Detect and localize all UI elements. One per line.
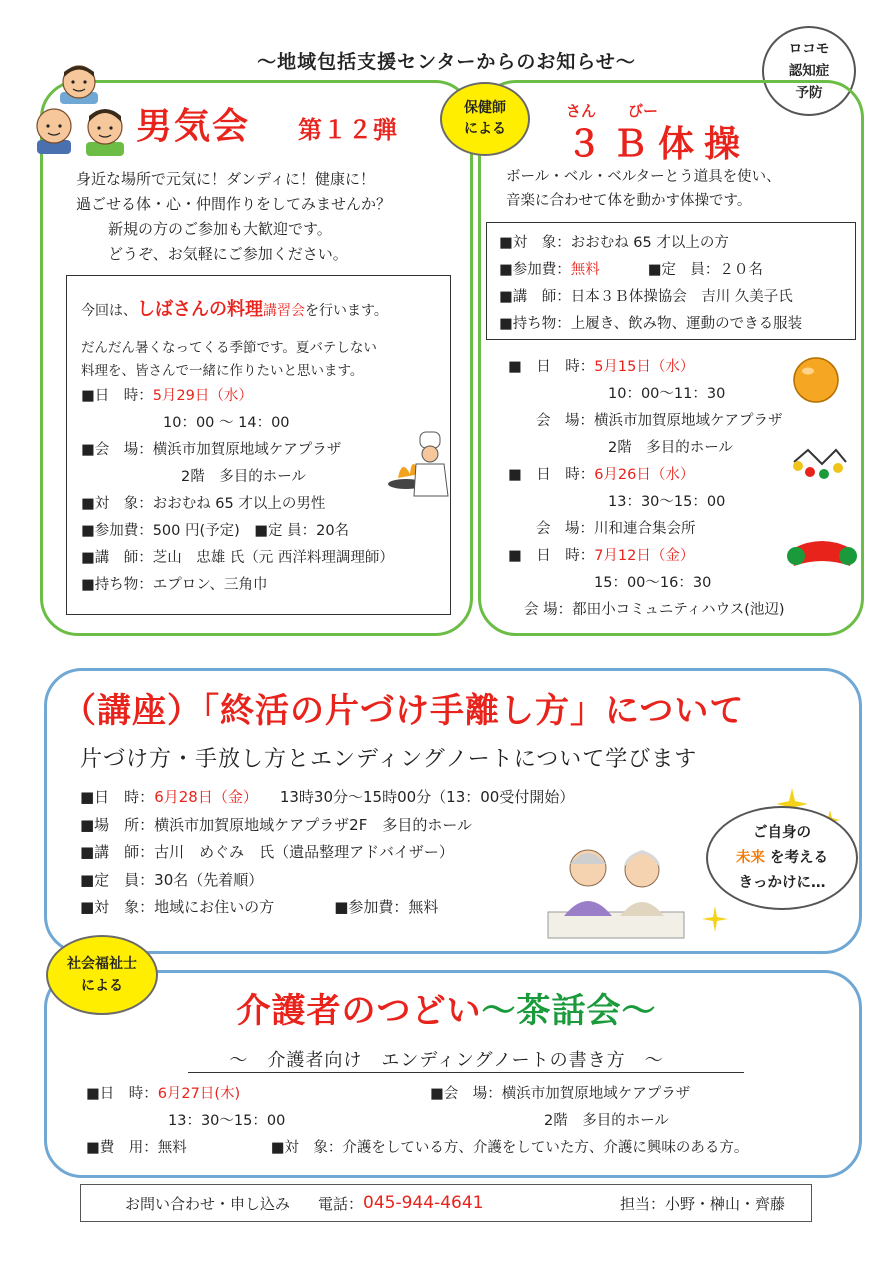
hokenshi-badge <box>440 82 530 156</box>
danki-venue-floor: 2階 多目的ホール <box>181 469 306 485</box>
kaigo-title-sub: ～茶話会～ <box>481 991 657 1031</box>
kaigo-fee-target <box>86 1135 748 1162</box>
b3-capacity: ■定 員：２０名 <box>647 262 763 278</box>
schedule-time: 13：30～15：00 <box>608 494 726 510</box>
venue-value: 横浜市加賀原地域ケアプラザ <box>594 413 783 429</box>
page-title: ～地域包括支援センターからのお知らせ～ <box>257 51 636 73</box>
label: ■会 場： <box>430 1086 502 1102</box>
tel-number[interactable]: 045-944-4641 <box>363 1193 484 1213</box>
lecture-lecturer: ■講 師：古川 めぐみ 氏（遺品整理アドバイザー） <box>80 843 454 861</box>
schedule-venue <box>508 597 785 624</box>
label: ■ 日 時： <box>508 467 595 483</box>
venue-value: 横浜市加賀原地域ケアプラザ <box>501 1086 691 1102</box>
schedule-time: 15：00～16：30 <box>594 575 712 591</box>
label: 会 場： <box>536 413 594 429</box>
lecture-capacity: ■定 員：30名（先着順） <box>80 870 264 889</box>
danki-target: ■対 象：おおむね 65 才以上の男性 <box>81 496 326 512</box>
label: ■日 時： <box>81 388 153 404</box>
face-icon <box>37 109 71 154</box>
target: ■対 象：地域にお住いの方 <box>80 898 275 916</box>
fee-target-row <box>86 1135 748 1162</box>
face-icon <box>86 109 124 156</box>
badge-line: 認知症 <box>788 63 830 79</box>
lecture-target-fee <box>80 894 574 922</box>
bubble-text: を考える <box>764 849 829 866</box>
date-value: 7月12日（金） <box>594 548 695 564</box>
danki-title: 男気会 <box>136 106 251 147</box>
danki-desc: だんだん暑くなってくる季節です。夏バテしない <box>81 340 377 356</box>
fee-value: 無料 <box>570 262 600 278</box>
kaigo-time: 13：30～15：00 <box>168 1113 286 1129</box>
bell-icon <box>788 440 852 488</box>
intro-line: 音楽に合わせて体を動かす体操です。 <box>506 193 752 209</box>
schedule-venue <box>508 408 785 435</box>
date-value: 6月28日（金） <box>154 788 258 806</box>
date-value: 5月29日（水） <box>152 388 253 404</box>
label: ■日 時： <box>86 1086 158 1102</box>
chef-cooking-icon <box>384 428 458 500</box>
badge-line: による <box>464 121 506 137</box>
intro-line: 新規の方のご参加も大歓迎です。 <box>108 220 332 238</box>
lecture-venue: ■場 所：横浜市加賀原地域ケアプラザ2F 多目的ホール <box>80 815 473 834</box>
ruby-san: さん <box>566 102 597 120</box>
kaigo-venue <box>430 1081 690 1108</box>
b3-items: ■持ち物：上履き、飲み物、運動のできる服装 <box>499 316 803 332</box>
sparkle-icon <box>700 904 730 934</box>
b3-lecturer: ■講 師：日本３Ｂ体操協会 吉川 久美子氏 <box>499 289 793 305</box>
tel-label: 電話： <box>318 1194 364 1213</box>
b3-target: ■対 象：おおむね 65 才以上の方 <box>499 235 729 251</box>
future-speech-bubble <box>706 806 858 910</box>
venue-value: 横浜市加賀原地域ケアプラザ <box>152 442 342 458</box>
bubble-future: 未来 <box>735 849 765 866</box>
contact-label: お問い合わせ・申し込み <box>125 1194 291 1213</box>
kaigo-date <box>86 1081 285 1108</box>
schedule-date <box>508 354 785 381</box>
lecture-subtitle: 片づけ方・手放し方とエンディングノートについて学びます <box>80 747 698 772</box>
danki-edition: 第１２弾 <box>298 116 398 144</box>
intro-line: 身近な場所で元気に！ダンディに！健康に！ <box>76 170 375 188</box>
badge-line: 予防 <box>795 85 823 101</box>
belter-icon <box>786 526 858 580</box>
kaigo-title <box>0 983 893 1032</box>
danki-desc: 料理を、皆さんで一緒に作りたいと思います。 <box>81 363 364 379</box>
badge-line: 社会福祉士 <box>67 956 137 972</box>
kaigo-date-block <box>86 1081 285 1135</box>
date-value: 6月27日(木) <box>157 1086 241 1102</box>
fee: ■費 用：無料 <box>86 1140 187 1156</box>
danki-lecturer: ■講 師：芝山 忠雄 氏（元 西洋料理調理師） <box>81 550 394 566</box>
label: ■会 場： <box>81 442 153 458</box>
kaigo-venue-floor: 2階 多目的ホール <box>544 1113 669 1129</box>
badge-line: ロコモ <box>788 41 830 57</box>
lead-text: 今回は、 <box>81 303 137 319</box>
label: ■ 日 時： <box>508 359 595 375</box>
bubble-line: きっかけに… <box>738 874 826 891</box>
ball-icon <box>790 354 842 406</box>
kaigo-subtitle: ～ 介護者向け エンディングノートの書き方 ～ <box>229 1050 664 1071</box>
label: ■日 時： <box>80 788 155 806</box>
lead-highlight-suffix: 講習会 <box>263 303 305 319</box>
b3-details-box <box>486 222 856 340</box>
intro-line: どうぞ、お気軽にご参加ください。 <box>108 245 348 263</box>
danki-date <box>81 383 438 410</box>
date-value: 6月26日（水） <box>594 467 695 483</box>
danki-items: ■持ち物：エプロン、三角巾 <box>81 577 268 593</box>
lecture-date <box>80 784 574 812</box>
schedule-date <box>508 462 785 489</box>
badge-line: による <box>81 978 123 994</box>
badge-line: 保健師 <box>464 100 506 116</box>
danki-time: 10：00 ～ 14：00 <box>163 415 290 431</box>
elderly-couple-icon <box>540 836 690 944</box>
lead-text: を行います。 <box>305 303 388 319</box>
b3-schedule <box>508 354 785 624</box>
bubble-line <box>736 846 828 871</box>
danki-lead <box>81 296 438 325</box>
schedule-venue <box>508 516 785 543</box>
time-value: 13時30分～15時00分（13：00受付開始） <box>279 788 575 806</box>
intro-line: 過ごせる体・心・仲間作りをしてみませんか？ <box>76 195 392 213</box>
danki-fee: ■参加費：500 円(予定) ■定 員：20名 <box>81 523 350 539</box>
label: 会 場： <box>524 602 573 618</box>
b3-title: ３Ｂ体操 <box>566 124 751 165</box>
schedule-venue-floor: 2階 多目的ホール <box>608 440 733 456</box>
schedule-date <box>508 543 785 570</box>
venue-value: 都田小コミュニティハウス(池辺) <box>572 602 785 618</box>
ruby-bi: びー <box>628 102 659 120</box>
intro-line: ボール・ベル・ベルターとう道具を使い、 <box>506 169 781 185</box>
danki-intro <box>76 167 391 267</box>
kaigo-title-main: 介護者のつどい <box>236 991 482 1031</box>
lecture-details <box>80 784 574 922</box>
subtitle-underline <box>188 1072 744 1073</box>
target: ■対 象：介護をしている方、介護をしていた方、介護に興味のある方。 <box>270 1140 749 1156</box>
bubble-line: ご自身の <box>753 824 811 841</box>
label: ■ 日 時： <box>508 548 595 564</box>
label: 会 場： <box>536 521 594 537</box>
schedule-time: 10：00～11：30 <box>608 386 726 402</box>
lecture-title: （講座）「終活の片づけ手離し方」について <box>62 691 745 731</box>
b3-fee-row <box>499 257 855 284</box>
label: ■参加費： <box>499 262 571 278</box>
venue-value: 川和連合集会所 <box>594 521 696 537</box>
staff-names: 担当：小野・榊山・齊藤 <box>619 1194 785 1213</box>
contact-box <box>80 1184 812 1222</box>
lead-highlight: しばさんの料理 <box>137 299 263 320</box>
men-faces-icon <box>34 62 138 158</box>
fee: ■参加費：無料 <box>334 898 439 916</box>
kaigo-venue-block <box>430 1081 690 1135</box>
date-value: 5月15日（水） <box>594 359 695 375</box>
b3-intro <box>506 165 781 213</box>
face-icon <box>60 66 98 104</box>
